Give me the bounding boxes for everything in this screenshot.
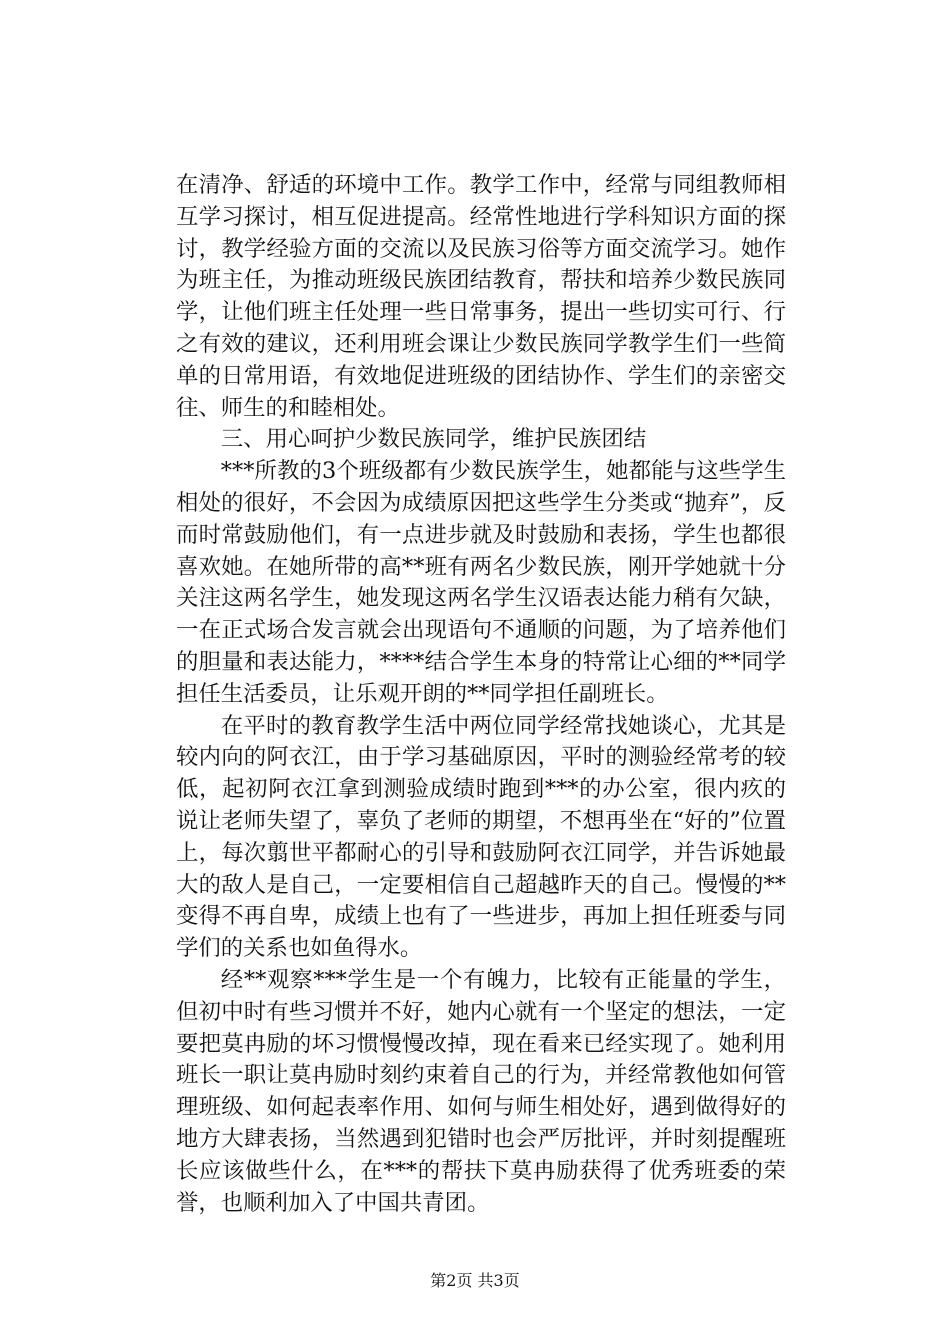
paragraph-monitor: 经**观察***学生是一个有魄力，比较有正能量的学生，但初中时有些习惯并不好，她内心就有一个坚定的想法，一定要把莫冉励的坏习惯慢慢改掉，现在看来已经实现了。她利用班长一职让莫冉励时刻约束着自己的行为，并经常教他如何管理班级、如何起表率作用、如何与师生相处好，遇到做得好的地方大肆表扬，当然遇到犯错时也会严厉批评，并时刻提醒班长应该做些什么，在***的帮扶下莫冉励获得了优秀班委的荣誉，也顺利加入了中国共青团。 — [176, 966, 786, 1216]
page-footer: 第2页 共3页 — [430, 1271, 520, 1290]
paragraph-minority-students: ***所教的3个班级都有少数民族学生，她都能与这些学生相处的很好，不会因为成绩原因把这些学生分类或“抛弃”，反而时常鼓励他们，有一点进步就及时鼓励和表扬，学生也都很喜欢她。在她所带的高**班有两名少数民族，刚开学她就十分关注这两名学生，她发现这两名学生汉语表达能力稍有欠缺，一在正式场合发言就会出现语句不通顺的问题，为了培养他们的胆量和表达能力，****结合学生本身的特常让心细的**同学担任生活委员，让乐观开朗的**同学担任副班长。 — [176, 458, 786, 707]
document-body — [176, 170, 786, 1219]
paragraph-ayijiang: 在平时的教育教学生活中两位同学经常找她谈心，尤其是较内向的阿衣江，由于学习基础原因，平时的测验经常考的较低，起初阿衣江拿到测验成绩时跑到***的办公室，很内疚的说让老师失望了，辜负了老师的期望，不想再坐在“好的”位置上，每次翦世平都耐心的引导和鼓励阿衣江同学，并告诉她最大的敌人是自己，一定要相信自己超越昨天的自己。慢慢的**变得不再自卑，成绩上也有了一些进步，再加上担任班委与同学们的关系也如鱼得水。 — [176, 712, 786, 962]
section-heading: 三、用心呵护少数民族同学，维护民族团结 — [220, 426, 647, 453]
paragraph-continuation: 在清净、舒适的环境中工作。教学工作中，经常与同组教师相互学习探讨，相互促进提高。经常性地进行学科知识方面的探讨，教学经验方面的交流以及民族习俗等方面交流学习。她作为班主任，为推动班级民族团结教育，帮扶和培养少数民族同学，让他们班主任处理一些日常事务，提出一些切实可行、行之有效的建议，还利用班会课让少数民族同学教学生们一些简单的日常用语，有效地促进班级的团结协作、学生们的亲密交往、师生的和睦相处。 — [176, 172, 786, 421]
